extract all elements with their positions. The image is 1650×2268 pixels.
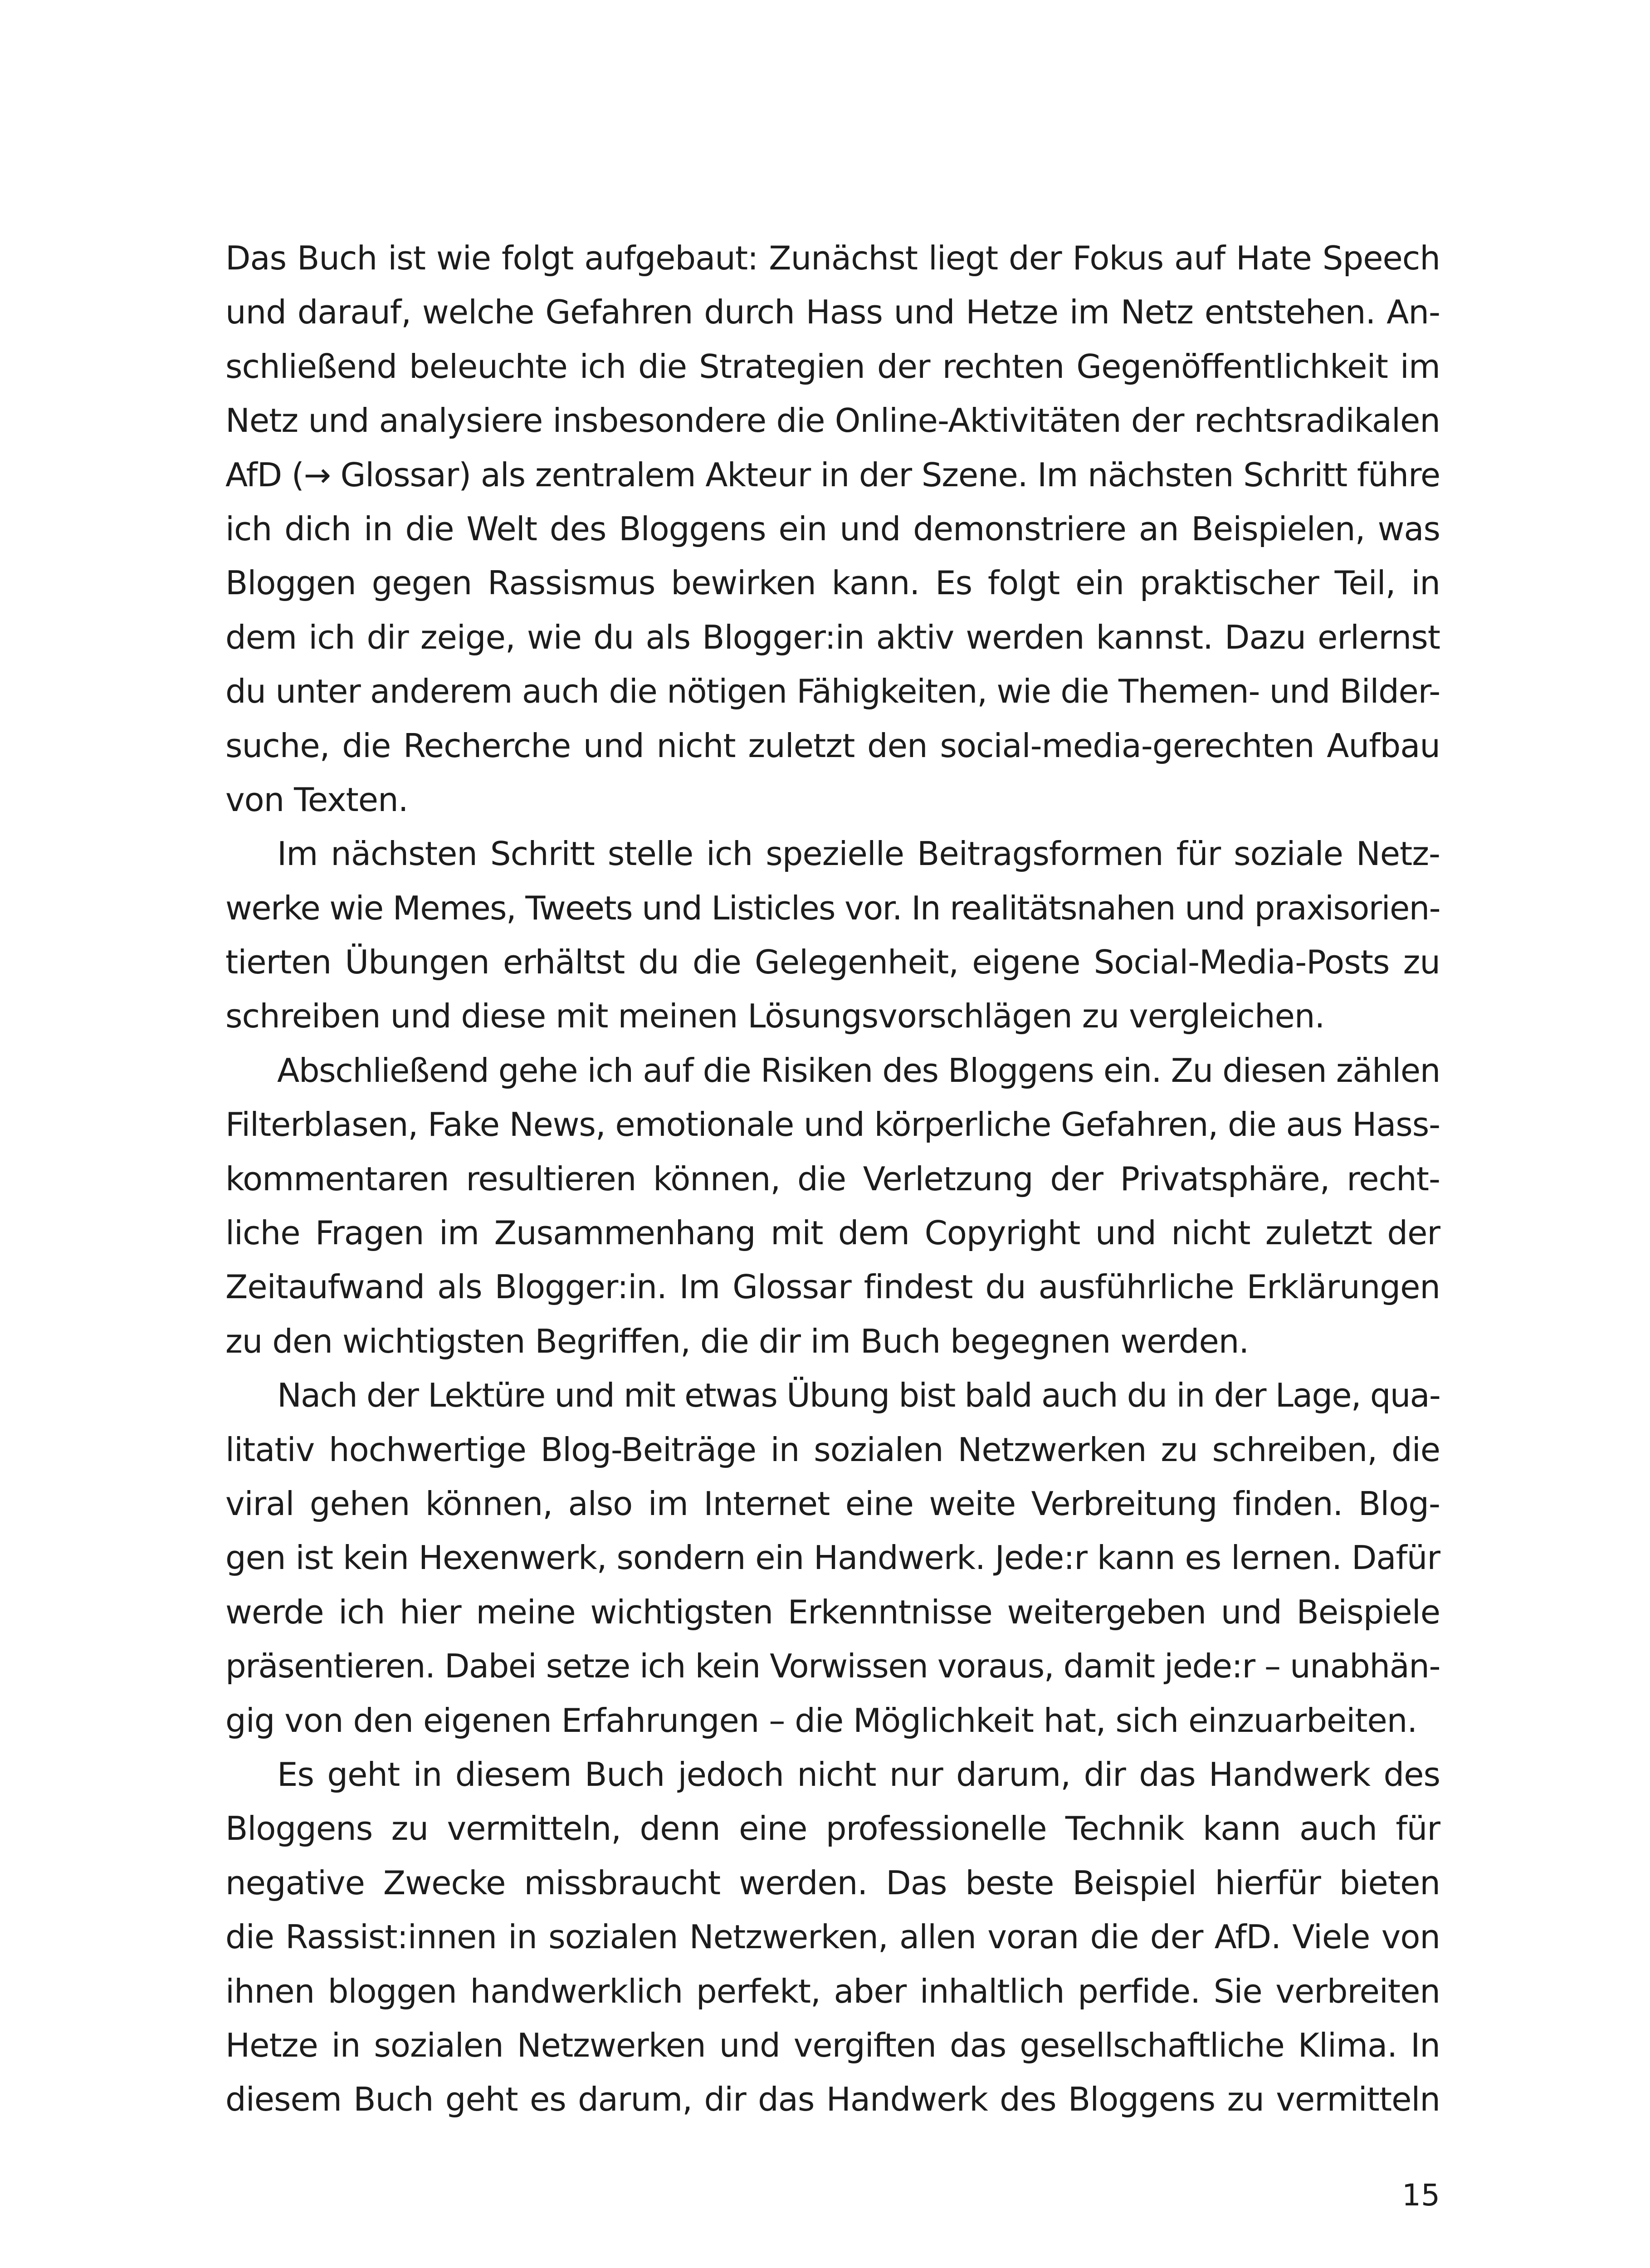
text-line: Das Buch ist wie folgt aufgebaut: Zunächst liegt der Fokus auf Hate Speech [225,239,1440,277]
text-line: werke wie Memes, Tweets und Listicles vor. In realitätsnahen und praxisorien- [225,889,1440,927]
text-line: ihnen bloggen handwerklich perfekt, aber inhaltlich perfide. Sie verbreiten [225,1972,1440,2010]
text-line: Nach der Lektüre und mit etwas Übung bist bald auch du in der Lage, qua- [277,1376,1440,1415]
text-line: Abschließend gehe ich auf die Risiken des Bloggens ein. Zu diesen zählen [277,1051,1440,1090]
paragraph [225,1044,1440,1369]
text-line: dem ich dir zeige, wie du als Blogger:in aktiv werden kannst. Dazu erlernst [225,618,1440,656]
text-line: diesem Buch geht es darum, dir das Handwerk des Bloggens zu vermitteln [225,2080,1440,2119]
text-line: die Rassist:innen in sozialen Netzwerken, allen voran die der AfD. Viele von [225,1918,1440,1956]
text-line: Filterblasen, Fake News, emotionale und körperliche Gefahren, die aus Hass- [225,1105,1440,1144]
paragraph [225,1748,1440,2127]
text-line: Bloggen gegen Rassismus bewirken kann. Es folgt ein praktischer Teil, in [225,564,1440,602]
text-line: Im nächsten Schritt stelle ich spezielle Beitragsformen für soziale Netz- [277,835,1440,873]
text-line: viral gehen können, also im Internet eine weite Verbreitung finden. Blog- [225,1484,1440,1523]
paragraph [225,231,1440,827]
text-line: und darauf, welche Gefahren durch Hass und Hetze im Netz entstehen. An- [225,293,1440,332]
text-line: gen ist kein Hexenwerk, sondern ein Handwerk. Jede:r kann es lernen. Dafür [225,1539,1440,1577]
text-line: suche, die Recherche und nicht zuletzt den social-media-gerechten Aufbau [225,726,1440,765]
text-line: schließend beleuchte ich die Strategien der rechten Gegenöffentlichkeit im [225,347,1440,386]
text-line: Netz und analysiere insbesondere die Online-Aktivitäten der rechtsradikalen [225,401,1440,440]
text-line: gig von den eigenen Erfahrungen – die Möglichkeit hat, sich einzuarbeiten. [225,1701,1417,1740]
text-line: Hetze in sozialen Netzwerken und vergiften das gesellschaftliche Klima. In [225,2026,1440,2064]
text-line: werde ich hier meine wichtigsten Erkenntnisse weitergeben und Beispiele [225,1593,1440,1631]
paragraph [225,1369,1440,1748]
body-text [225,231,1440,2127]
text-line: präsentieren. Dabei setze ich kein Vorwissen voraus, damit jede:r – unabhän- [225,1647,1440,1686]
text-line: kommentaren resultieren können, die Verletzung der Privatsphäre, recht- [225,1159,1440,1198]
text-line: Bloggens zu vermitteln, denn eine professionelle Technik kann auch für [225,1809,1440,1848]
text-line: von Texten. [225,780,408,819]
paragraph [225,827,1440,1044]
text-line: zu den wichtigsten Begriffen, die dir im Buch begegnen werden. [225,1322,1249,1360]
text-line: du unter anderem auch die nötigen Fähigkeiten, wie die Themen- und Bilder- [225,672,1440,711]
text-line: ich dich in die Welt des Bloggens ein und demonstriere an Beispielen, was [225,509,1440,548]
text-line: AfD (→ Glossar) als zentralem Akteur in der Szene. Im nächsten Schritt führe [225,455,1440,494]
text-line: litativ hochwertige Blog-Beiträge in sozialen Netzwerken zu schreiben, die [225,1430,1440,1469]
text-line: Es geht in diesem Buch jedoch nicht nur darum, dir das Handwerk des [277,1755,1440,1794]
text-line: schreiben und diese mit meinen Lösungsvorschlägen zu vergleichen. [225,997,1325,1036]
text-line: liche Fragen im Zusammenhang mit dem Copyright und nicht zuletzt der [225,1214,1440,1252]
text-line: tierten Übungen erhältst du die Gelegenheit, eigene Social-Media-Posts zu [225,943,1440,982]
page-number: 15 [1402,2178,1440,2213]
text-line: Zeitaufwand als Blogger:in. Im Glossar findest du ausführliche Erklärungen [225,1268,1440,1306]
text-line: negative Zwecke missbraucht werden. Das beste Beispiel hierfür bieten [225,1863,1440,1902]
